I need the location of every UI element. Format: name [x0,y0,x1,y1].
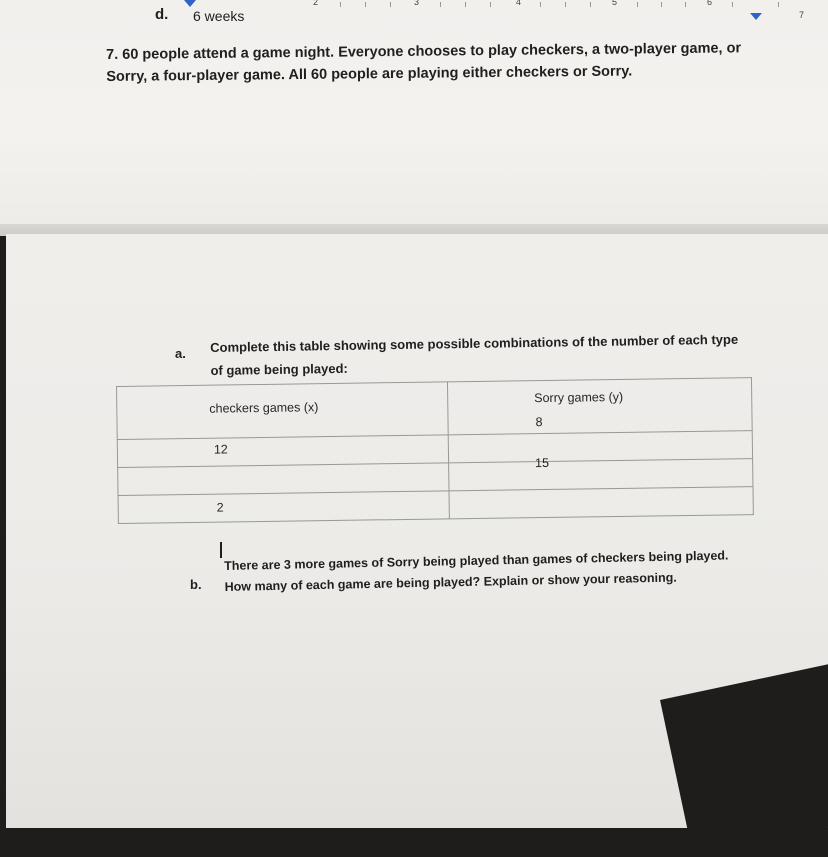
table-cell-value: 12 [213,442,228,457]
table-cell-y[interactable] [448,431,752,463]
ruler-tick [732,2,733,7]
table-header-checkers[interactable] [117,382,449,440]
ruler-tick [637,2,638,7]
part-b-instruction[interactable]: There are 3 more games of Sorry being played than games of checkers being played. How many of each game are being played? Explain or show your reasoning. [224,548,729,594]
table-cell-value: 2 [216,500,224,515]
table-cell-y[interactable] [449,487,753,519]
ruler-tick [590,2,591,7]
part-a-instruction[interactable]: Complete this table showing some possible combinations of the number of each type of game being played: [210,331,739,378]
combinations-table [116,377,754,524]
left-indent-marker-icon[interactable] [184,0,196,7]
ruler-tick [778,2,779,7]
part-b-label: b. [190,577,202,592]
header-sorry-label: Sorry games (y) [534,389,624,406]
ruler-tick [565,2,566,7]
ruler-number: 2 [313,0,319,7]
ruler-number: 6 [707,0,713,7]
ruler-tick [365,2,366,7]
header-checkers-label: checkers games (x) [209,400,319,416]
ruler-tick [490,2,491,7]
table-cell-value: 15 [535,455,550,471]
ruler-number: 3 [414,0,420,7]
ruler-tick [685,2,686,7]
ruler[interactable] [0,0,828,22]
table-cell-y[interactable] [449,455,753,491]
ruler-number: 7 [799,10,805,20]
document-page-top [0,0,828,224]
ruler-number: 5 [612,0,618,7]
table-header-sorry[interactable] [447,378,752,435]
ruler-tick [465,2,466,7]
ruler-tick [340,2,341,7]
text-cursor [220,542,222,558]
question-7-text[interactable]: 7. 60 people attend a game night. Everyone chooses to play checkers, a two-player game, or Sorry, a four-player game. All 60 people are playing either checkers or Sorry. [106,40,742,85]
previous-item-letter: d. [155,6,169,23]
table-cell-x[interactable] [118,491,449,524]
ruler-tick [390,2,391,7]
part-a-label: a. [175,346,186,361]
ruler-tick [661,2,662,7]
ruler-tick [540,2,541,7]
right-indent-marker-icon[interactable] [750,13,762,20]
previous-item-text[interactable]: 6 weeks [193,8,245,24]
ruler-number: 4 [516,0,522,7]
ruler-tick [440,2,441,7]
table-cell-value: 8 [535,415,543,430]
